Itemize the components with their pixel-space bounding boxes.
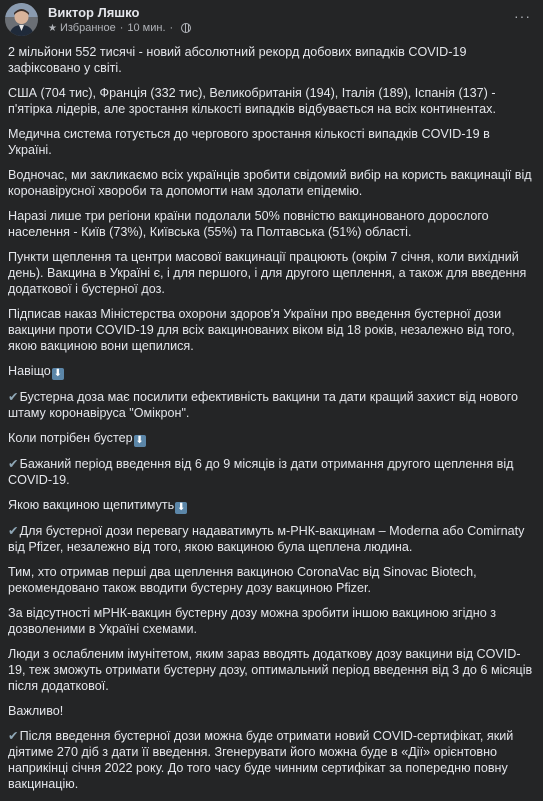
- subheading-text: Навіщо: [8, 364, 51, 378]
- post-paragraph: [8, 456, 533, 488]
- post-paragraph: Тим, хто отримав перші два щеплення вакциною CoronaVac від Sinovac Biotech, рекомендовано також вводити бустерну дозу вакциною Pfizer.: [8, 565, 477, 595]
- check-mark-icon: ✔: [8, 457, 19, 471]
- post-meta: [48, 22, 191, 34]
- subheading-text: Якою вакциною щепитимуть: [8, 498, 175, 512]
- post-paragraph: [8, 728, 533, 792]
- avatar-image: [5, 3, 38, 36]
- post-paragraph: Пункти щеплення та центри масової вакцинації працюють (окрім 7 січня, коли вихідний день). Вакцина в Україні є, і для першого, і для другого щеплення, а також для введення додаткової і бустерної доз.: [8, 250, 527, 296]
- post-paragraph: США (704 тис), Франція (332 тис), Великобританія (194), Італія (189), Іспанія (137) - п'ятірка лідерів, але зростання кількості випадків відбувається на всіх континентах.: [8, 86, 496, 116]
- post-paragraph: Наразі лише три регіони країни подолали 50% повністю вакцинованого дорослого населення - Київ (73%), Київська (55%) та Полтавська (51%) області.: [8, 209, 489, 239]
- globe-icon: [181, 23, 191, 33]
- check-mark-icon: ✔: [8, 729, 19, 743]
- post-paragraph: Підписав наказ Міністерства охорони здоров'я України про введення бустерної дози вакцини проти COVID-19 для всіх вакцинованих віком від 18 років, незалежно від того, якою вакциною вони щепилися.: [8, 307, 515, 353]
- post-paragraph: Люди з ослабленим імунітетом, яким зараз вводять додаткову дозу вакцини від COVID-19, теж зможуть отримати бустерну дозу, оптимальний період введення від 3 до 6 місяців після додаткової.: [8, 647, 533, 693]
- audience-label[interactable]: Избранное: [59, 22, 116, 34]
- timestamp[interactable]: 10 мин.: [127, 22, 166, 34]
- post-paragraph: [8, 523, 533, 555]
- post-subheading: Важливо!: [8, 704, 64, 718]
- down-arrow-icon: ⬇: [177, 502, 186, 513]
- post-paragraph: Водночас, ми закликаємо всіх українців зробити свідомий вибір на користь вакцинації від коронавірусної хвороби та допомогти нам здолати епідемію.: [8, 168, 532, 198]
- paragraph-text: Для бустерної дози перевагу надаватимуть м-РНК-вакцинам – Moderna або Comirnaty від Pfizer, незалежно від того, якою вакциною була щеплена людина.: [8, 524, 525, 554]
- post-paragraph: [8, 389, 533, 421]
- paragraph-text: Після введення бустерної дози можна буде отримати новий COVID-сертифікат, який діятиме 270 діб з дати її введення. Згенерувати його можна буде в «Дії» орієнтовно наприкінці січня 2022 року. До того часу буде чинним сертифікат за попередню повну вакцинацію.: [8, 729, 514, 791]
- subheading-text: Коли потрібен бустер: [8, 431, 133, 445]
- author-avatar[interactable]: [5, 3, 38, 36]
- post-header: [0, 0, 543, 38]
- post-subheading: [8, 363, 533, 380]
- down-arrow-icon: ⬇: [135, 435, 144, 446]
- paragraph-text: Бустерна доза має посилити ефективність вакцини та дати кращий захист від нового штаму коронавіруса "Омікрон".: [8, 390, 518, 420]
- separator-dot: ·: [169, 22, 174, 34]
- author-name[interactable]: Виктор Ляшко: [48, 5, 140, 20]
- post-subheading: [8, 497, 533, 514]
- check-mark-icon: ✔: [8, 390, 19, 404]
- post-options-button[interactable]: ···: [514, 8, 531, 24]
- post-subheading: [8, 430, 533, 447]
- post-paragraph: За відсутності мРНК-вакцин бустерну дозу можна зробити іншою вакциною згідно з дозволеними в Україні схемами.: [8, 606, 496, 636]
- post-body: [8, 44, 533, 801]
- separator-dot: ·: [119, 22, 124, 34]
- post-paragraph: Медична система готується до чергового зростання кількості випадків COVID-19 в Україні.: [8, 127, 490, 157]
- down-arrow-icon: ⬇: [53, 368, 62, 379]
- post-paragraph: 2 мільйони 552 тисячі - новий абсолютний рекорд добових випадків COVID-19 зафіксовано у світі.: [8, 45, 467, 75]
- star-icon: ★: [48, 22, 57, 34]
- check-mark-icon: ✔: [8, 524, 19, 538]
- paragraph-text: Бажаний період введення від 6 до 9 місяців із дати отримання другого щеплення від COVID-19.: [8, 457, 514, 487]
